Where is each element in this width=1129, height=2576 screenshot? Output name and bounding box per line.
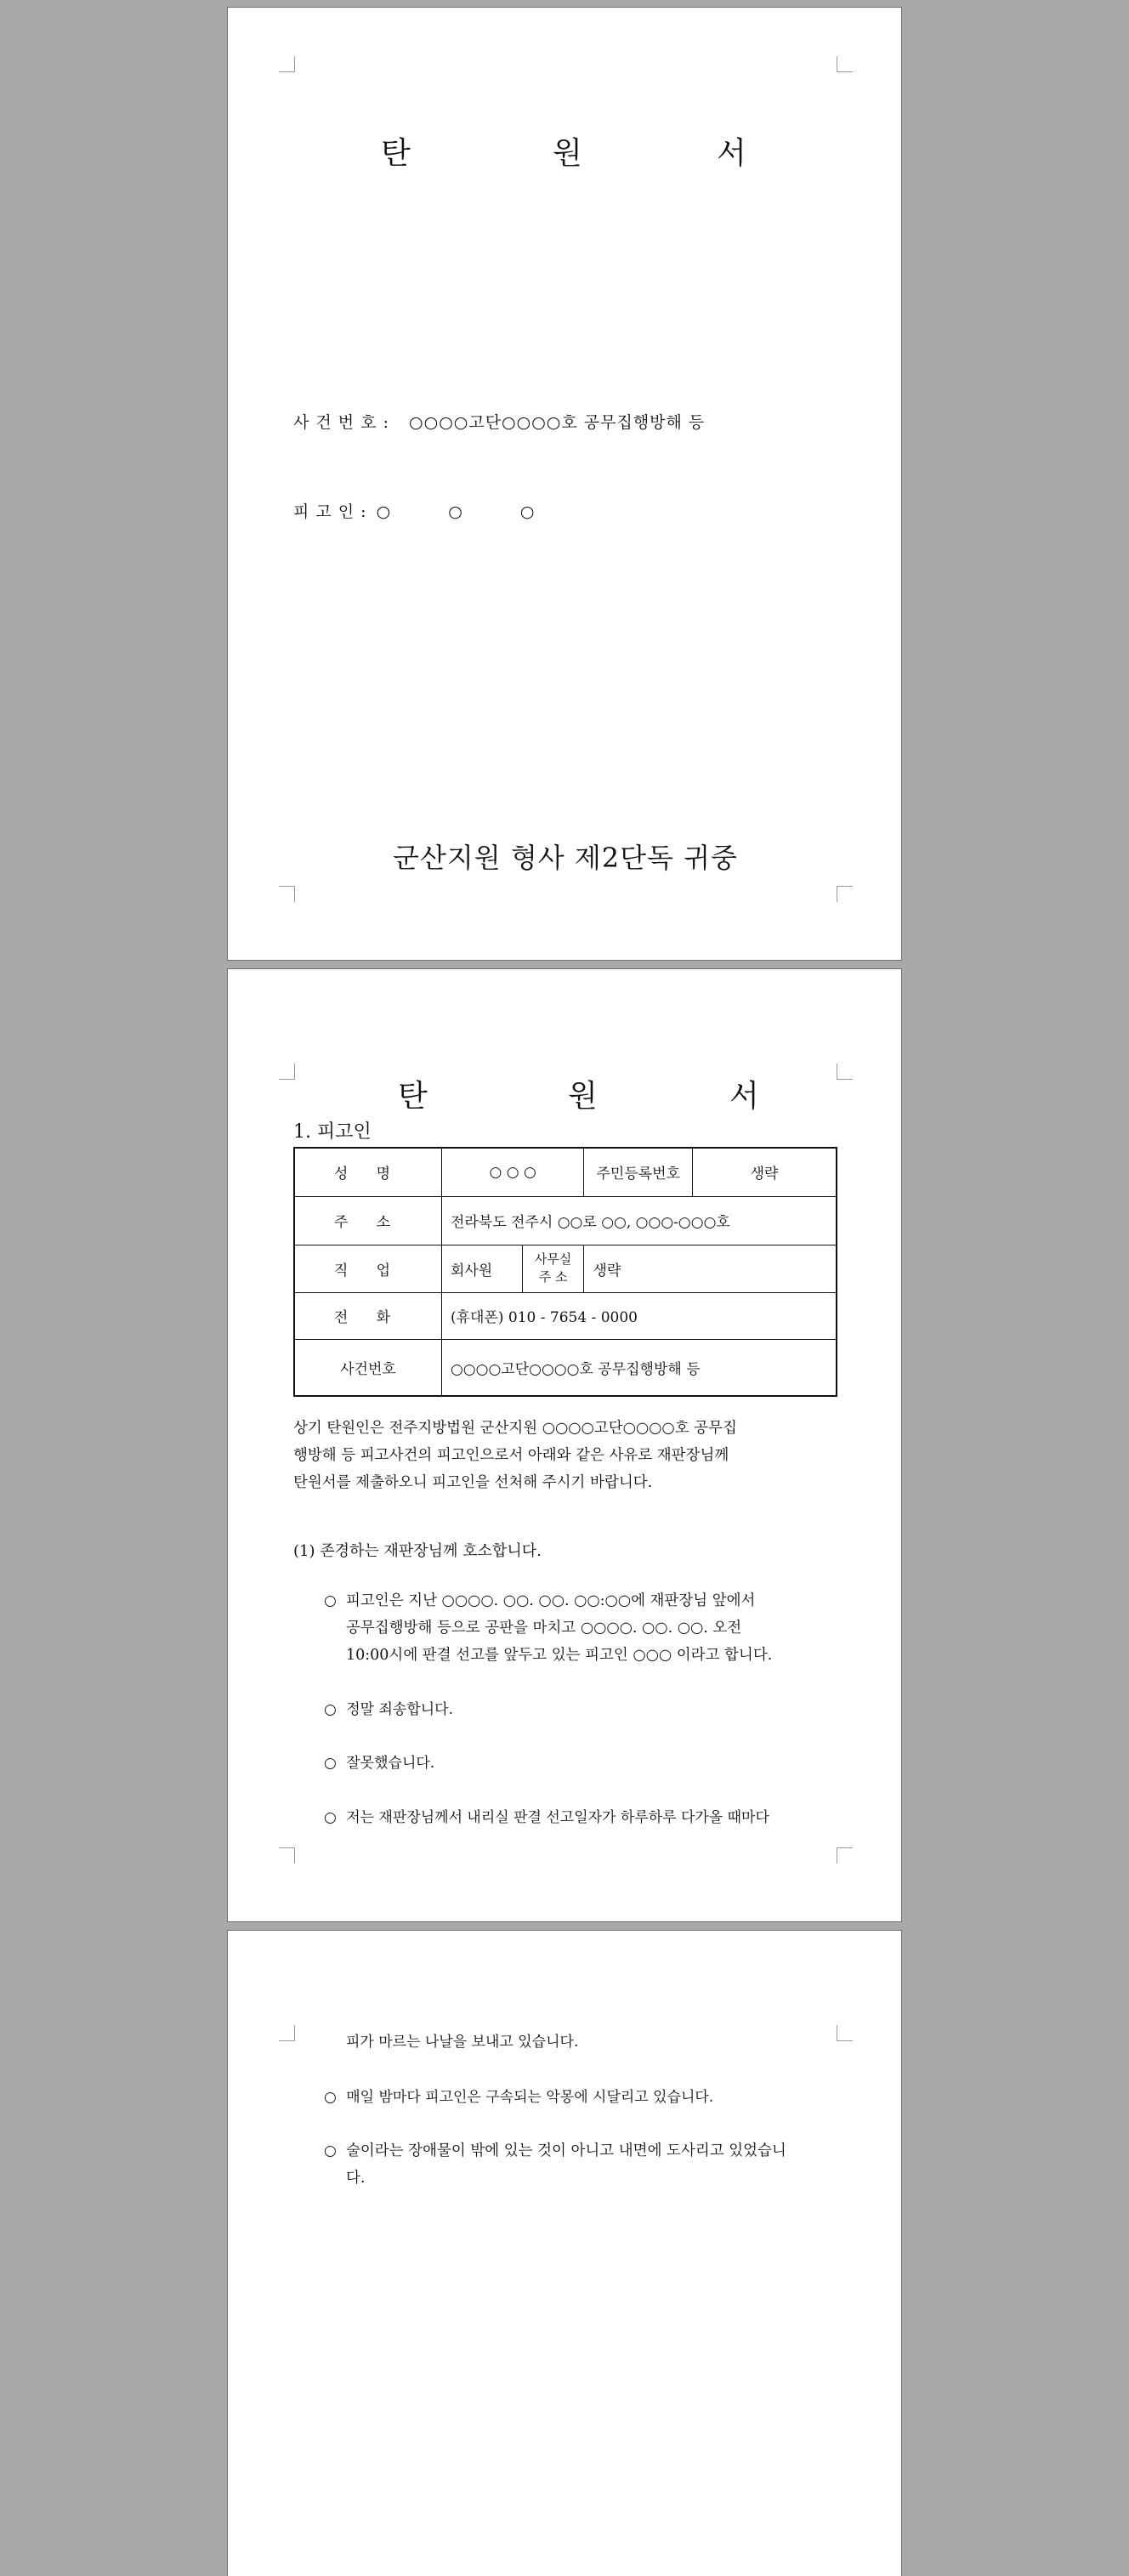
bullet-mark: ○	[324, 1809, 337, 1826]
crop-mark	[279, 2025, 295, 2041]
case-number-label: 사 건 번 호 :	[293, 413, 389, 432]
office-label-line: 사무실	[534, 1251, 572, 1267]
crop-mark	[279, 886, 295, 902]
defendant-mark: ○	[448, 502, 463, 521]
bullet-line: 10:00시에 판결 선고를 앞두고 있는 피고인 ○○○ 이라고 합니다.	[346, 1647, 773, 1664]
bullet-item	[324, 2084, 713, 2111]
table-row	[294, 1245, 837, 1292]
phone-value: (휴대폰) 010 - 7654 - 0000	[441, 1292, 837, 1339]
crop-mark	[837, 886, 853, 902]
crop-mark	[837, 1847, 853, 1864]
bullet-line: 다.	[346, 2170, 366, 2187]
table-row	[294, 1148, 837, 1196]
crop-mark	[279, 56, 295, 72]
bullet-mark: ○	[324, 1701, 337, 1718]
bullet-line: 공무집행방해 등으로 공판을 마치고 ○○○○. ○○. ○○. 오전	[346, 1620, 742, 1637]
intro-line: 행방해 등 피고사건의 피고인으로서 아래와 같은 사유로 재판장님께	[293, 1447, 729, 1464]
body-title-char: 서	[729, 1079, 759, 1114]
id-value: 생략	[693, 1148, 837, 1196]
body-title	[228, 1072, 903, 1114]
intro-line: 탄원서를 제출하오니 피고인을 선처해 주시기 바랍니다.	[293, 1474, 653, 1491]
bullet-mark: ○	[324, 2089, 337, 2106]
job-label: 직 업	[294, 1245, 441, 1292]
id-label: 주민등록번호	[584, 1148, 693, 1196]
document-page-2	[227, 968, 902, 1922]
cover-title	[228, 129, 903, 171]
cover-title-char: 서	[717, 136, 746, 171]
document-page-3	[227, 1930, 902, 2576]
job-value: 회사원	[441, 1245, 522, 1292]
intro-paragraph	[293, 1415, 837, 1496]
case-number-row	[293, 410, 705, 433]
crop-mark	[837, 56, 853, 72]
office-address-label	[522, 1245, 584, 1292]
phone-label: 전 화	[294, 1292, 441, 1339]
name-value: ○ ○ ○	[441, 1148, 584, 1196]
bullet-continuation: 피가 마르는 나날을 보내고 있습니다.	[346, 2034, 579, 2051]
address-label: 주 소	[294, 1196, 441, 1245]
crop-mark	[279, 1847, 295, 1864]
case-number-label: 사건번호	[294, 1339, 441, 1396]
cover-title-char: 원	[553, 136, 582, 171]
defendant-mark: ○	[376, 502, 392, 521]
bullet-text: 잘못했습니다.	[346, 1755, 435, 1772]
body-title-char: 탄	[398, 1079, 428, 1114]
address-value: 전라북도 전주시 ○○로 ○○, ○○○-○○○호	[441, 1196, 837, 1245]
defendant-label: 피 고 인 :	[293, 502, 367, 521]
cover-title-char: 탄	[381, 136, 411, 171]
bullet-mark: ○	[324, 1592, 337, 1609]
office-label-line: 주 소	[538, 1269, 568, 1285]
table-row	[294, 1292, 837, 1339]
court-name: 군산지원 형사 제2단독 귀중	[393, 842, 738, 874]
document-page-1	[227, 7, 902, 961]
bullet-text: 저는 재판장님께서 내리실 판결 선고일자가 하루하루 다가올 때마다	[346, 1809, 769, 1826]
bullet-line: 술이라는 장애물이 밖에 있는 것이 아니고 내면에 도사리고 있었습니	[346, 2142, 786, 2159]
defendant-row	[293, 499, 536, 522]
bullet-item	[346, 1587, 839, 1669]
case-number-value: ○○○○고단○○○○호 공무집행방해 등	[441, 1339, 837, 1396]
bullet-text: 매일 밤마다 피고인은 구속되는 악몽에 시달리고 있습니다.	[346, 2089, 714, 2106]
bullet-line: 피고인은 지난 ○○○○. ○○. ○○. ○○:○○에 재판장님 앞에서	[346, 1592, 756, 1609]
bullet-mark: ○	[324, 2142, 337, 2159]
bullet-item	[324, 1696, 453, 1723]
case-number-value: ○○○○고단○○○○호 공무집행방해 등	[409, 413, 706, 432]
bullet-item	[346, 2137, 856, 2192]
defendant-mark: ○	[519, 502, 536, 521]
bullet-item	[324, 1804, 769, 1831]
table-row	[294, 1196, 837, 1245]
table-row	[294, 1339, 837, 1396]
point-heading: (1) 존경하는 재판장님께 호소합니다.	[293, 1542, 542, 1560]
bullet-mark: ○	[324, 1755, 337, 1772]
bullet-item	[324, 1750, 434, 1777]
name-label: 성 명	[294, 1148, 441, 1196]
intro-line: 상기 탄원인은 전주지방법원 군산지원 ○○○○고단○○○○호 공무집	[293, 1420, 737, 1437]
office-address-value: 생략	[584, 1245, 837, 1292]
defendant-info-table	[293, 1147, 837, 1397]
body-title-char: 원	[568, 1079, 598, 1114]
bullet-text: 정말 죄송합니다.	[346, 1701, 454, 1718]
section-heading: 1. 피고인	[293, 1121, 372, 1143]
crop-mark	[837, 2025, 853, 2041]
